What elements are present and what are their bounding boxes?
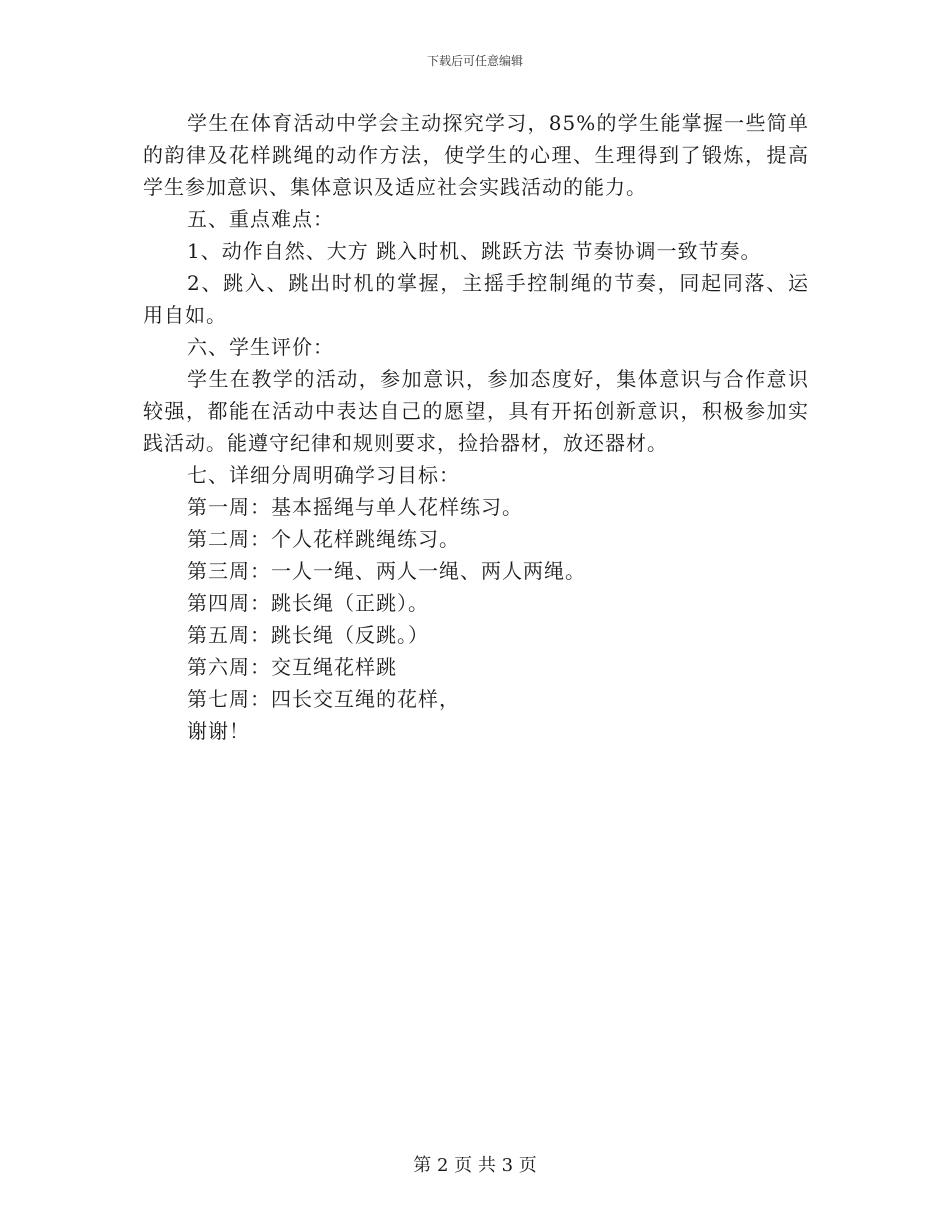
heading-key-difficulties: 五、重点难点： [187, 207, 334, 231]
week-item-6: 第六周：交互绳花样跳 [187, 655, 397, 679]
paragraph-learning-outcome: 学生在体育活动中学会主动探究学习，85%的学生能掌握一些简单的韵律及花样跳绳的动作方法，使学生的心理、生理得到了锻炼，提高学生参加意识、集体意识及适应社会实践活动的能力。 [143, 111, 809, 199]
heading-student-evaluation: 六、学生评价： [187, 335, 334, 359]
page-header: 下载后可任意编辑 [426, 54, 523, 68]
week-item-3: 第三周：一人一绳、两人一绳、两人两绳。 [187, 559, 586, 583]
week-item-4: 第四周：跳长绳（正跳）。 [187, 591, 429, 615]
week-item-2: 第二周：个人花样跳绳练习。 [187, 527, 460, 551]
closing-thanks: 谢谢！ [187, 719, 250, 743]
page-number: 第 2 页 共 3 页 [413, 1155, 537, 1176]
difficulty-item-1: 1、动作自然、大方 跳入时机、跳跃方法 节奏协调一致节奏。 [187, 239, 762, 263]
week-item-1: 第一周：基本摇绳与单人花样练习。 [187, 495, 523, 519]
difficulty-item-2: 2、跳入、跳出时机的掌握，主摇手控制绳的节奏，同起同落、运用自如。 [143, 271, 809, 327]
heading-weekly-goals: 七、详细分周明确学习目标： [187, 463, 460, 487]
document-body [143, 107, 809, 747]
week-item-5: 第五周：跳长绳（反跳。） [187, 623, 429, 647]
paragraph-evaluation: 学生在教学的活动，参加意识，参加态度好，集体意识与合作意识较强，都能在活动中表达自己的愿望，具有开拓创新意识，积极参加实践活动。能遵守纪律和规则要求，捡拾器材，放还器材。 [143, 367, 809, 455]
week-item-7: 第七周：四长交互绳的花样， [187, 687, 460, 711]
